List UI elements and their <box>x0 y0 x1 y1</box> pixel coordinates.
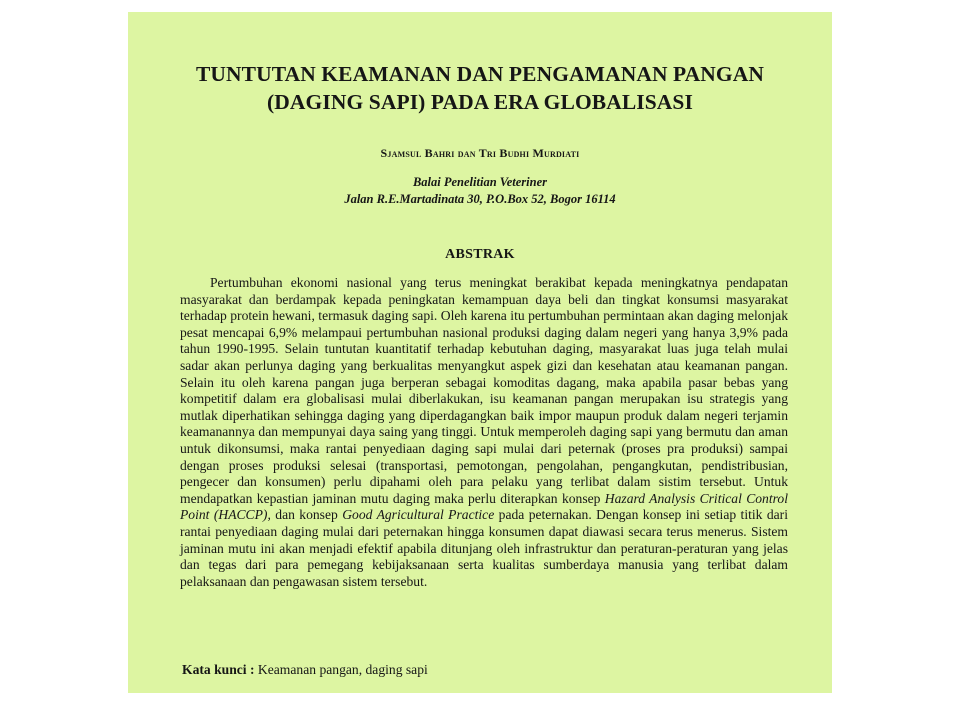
keywords-label: Kata kunci : <box>182 662 255 677</box>
abstract-text-part-3: pada peternakan. Dengan konsep ini setiap titik dari rantai penyediaan daging mulai dari peternakan hingga konsumen dapat diawasi secara terus menerus. Sistem jaminan mutu ini akan menjadi efektif apabila ditunjang oleh infrastruktur dan peraturan-peraturan yang jelas dan tegas dari para pemegang kebijaksanaan serta kualitas sumberdaya manusia yang terlibat dalam pelaksanaan dan pengawasan sistem tersebut. <box>180 507 788 589</box>
abstract-gap-term: Good Agricultural Practice <box>342 507 495 523</box>
affiliation-address: Jalan R.E.Martadinata 30, P.O.Box 52, Bogor 16114 <box>344 192 616 206</box>
abstract-text-part-2: dan konsep <box>275 507 338 523</box>
abstract-text-part-1: Pertumbuhan ekonomi nasional yang terus meningkat berakibat kepada meningkatnya pendapatan masyarakat dan berdampak kepada peningkatan kemampuan daya beli dan tingkat konsumsi masyarakat terhadap protein hewani, termasuk daging sapi. Oleh karena itu pertumbuhan permintaan akan daging melonjak pesat mencapai 6,9% melampaui pertumbuhan nasional produksi daging dalam negeri yang hanya 3,9% pada tahun 1990-1995. Selain tuntutan kuantitatif terhadap kebutuhan daging, masyarakat luas juga telah mulai sadar akan perlunya daging yang berkualitas menyangkut aspek gizi dan kesehatan atau keamanan pangan. Selain itu oleh karena pangan juga berperan sebagai komoditas dagang, maka apabila pasar bebas yang kompetitif dalam era globalisasi mulai diberlakukan, isu keamanan pangan merupakan isu strategis yang mutlak diperhatikan sehingga daging yang diperdagangkan baik impor maupun produk dalam negeri terjamin keamanannya dan mempunyai daya saing yang tinggi. Untuk memperoleh daging sapi yang bermutu dan aman untuk dikonsumsi, maka rantai penyediaan daging sapi mulai dari peternak (proses pra produksi) sampai dengan proses produksi selesai (transportasi, pemotongan, pengolahan, pengangkutan, pendistribusian, pengecer dan konsumen) perlu dipahami oleh para pelaku yang terlibat dalam sistim tersebut. Untuk mendapatkan kepastian jaminan mutu daging maka perlu diterapkan konsep <box>180 275 788 506</box>
keywords-line <box>182 662 428 678</box>
keywords-value: Keamanan pangan, daging sapi <box>257 662 428 677</box>
abstract-paragraph <box>180 275 788 590</box>
paper-title-line-2: (DAGING SAPI) PADA ERA GLOBALISASI <box>267 90 693 114</box>
scanned-paper-page <box>128 12 832 693</box>
abstract-heading: ABSTRAK <box>445 247 515 262</box>
affiliation-institution: Balai Penelitian Veteriner <box>412 175 548 189</box>
paper-authors: Sjamsul Bahri dan Tri Budhi Murdiati <box>380 146 580 160</box>
paper-title-line-1: TUNTUTAN KEAMANAN DAN PENGAMANAN PANGAN <box>195 62 765 86</box>
abstract-haccp-term: Hazard Analysis Critical Control Point (HACCP), <box>180 490 788 523</box>
